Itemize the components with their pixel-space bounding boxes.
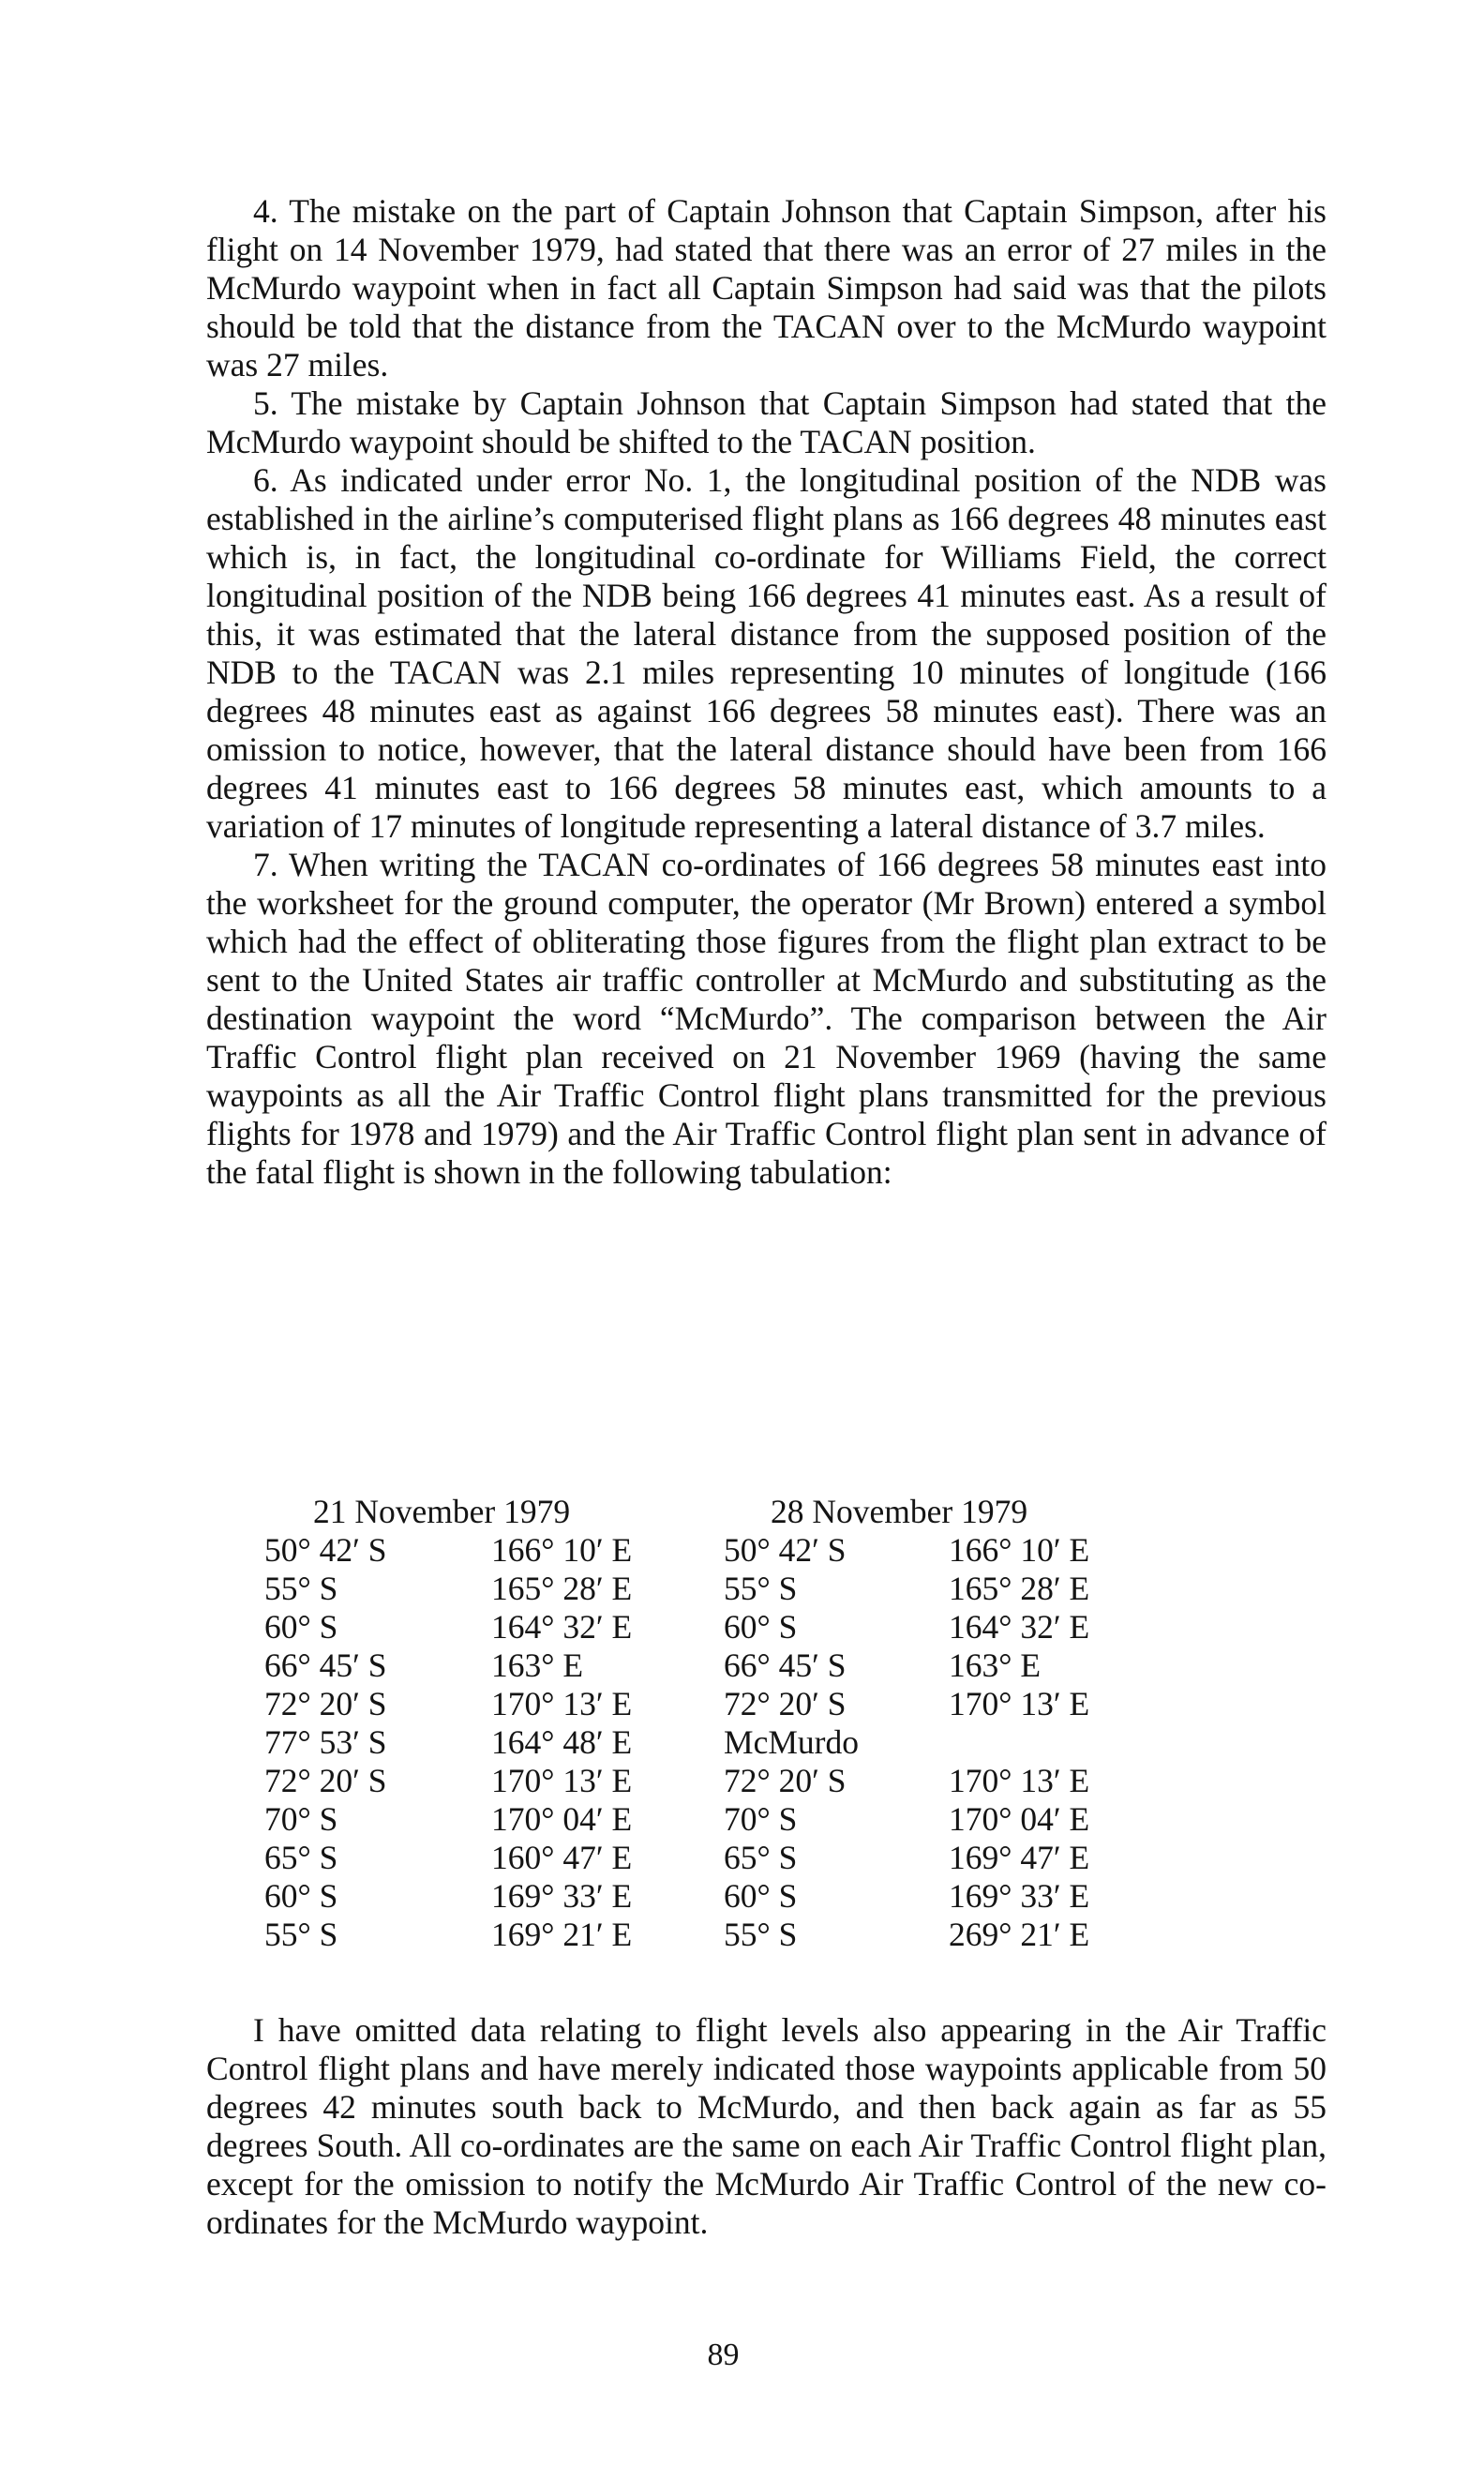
table-row <box>264 1608 1202 1646</box>
table-cell: 55° S <box>264 1916 338 1953</box>
table-cell: 66° 45′ S <box>724 1646 847 1684</box>
table-cell: 164° 32′ E <box>491 1608 633 1646</box>
table-cell: 165° 28′ E <box>491 1570 633 1607</box>
table-row <box>264 1800 1202 1839</box>
table-cell: 72° 20′ S <box>264 1762 387 1799</box>
table-cell: 163° E <box>491 1646 584 1684</box>
table-cell: 70° S <box>724 1800 798 1838</box>
table-cell: 60° S <box>724 1608 798 1646</box>
table-cell: 169° 21′ E <box>491 1916 633 1953</box>
table-cell: 166° 10′ E <box>949 1531 1090 1569</box>
table-cell: 65° S <box>724 1839 798 1876</box>
paragraph-4: 4. The mistake on the part of Captain Johnson that Captain Simpson, after his flight on 14 November 1979, had stated that there was an error of 27 miles in the McMurdo waypoint when in fact all Captain Simpson had said was that the pilots should be told that the distance from the TACAN over to the McMurdo waypoint was 27 miles. <box>206 192 1327 383</box>
table-cell: 60° S <box>264 1608 338 1646</box>
table-cell: 55° S <box>724 1570 798 1607</box>
table-cell: 77° 53′ S <box>264 1723 387 1761</box>
table-row <box>264 1877 1202 1916</box>
table-cell: 60° S <box>724 1877 798 1915</box>
table-cell: 72° 20′ S <box>264 1685 387 1722</box>
table-cell: 50° 42′ S <box>724 1531 847 1569</box>
table-cell: 165° 28′ E <box>949 1570 1090 1607</box>
table-header-28-november: 28 November 1979 <box>771 1493 1028 1530</box>
table-cell: 164° 48′ E <box>491 1723 633 1761</box>
table-cell: 170° 13′ E <box>949 1762 1090 1799</box>
table-cell: 72° 20′ S <box>724 1762 847 1799</box>
table-cell: 169° 33′ E <box>949 1877 1090 1915</box>
table-row <box>264 1723 1202 1762</box>
table-cell: 170° 04′ E <box>949 1800 1090 1838</box>
paragraph-6: 6. As indicated under error No. 1, the longitudinal position of the NDB was established in the airline’s computerised flight plans as 166 degrees 48 minutes east which is, in fact, the longitudinal co-ordinate for Williams Field, the correct longitudinal position of the NDB being 166 degrees 41 minutes east. As a result of this, it was estimated that the lateral distance from the supposed position of the NDB to the TACAN was 2.1 miles representing 10 minutes of longitude (166 degrees 48 minutes east as against 166 degrees 58 minutes east). There was an omission to notice, however, that the lateral distance should have been from 166 degrees 41 minutes east to 166 degrees 58 minutes east, which amounts to a variation of 17 minutes of longitude representing a lateral distance of 3.7 miles. <box>206 461 1327 845</box>
table-cell: 169° 33′ E <box>491 1877 633 1915</box>
table-cell: 170° 04′ E <box>491 1800 633 1838</box>
table-cell: 66° 45′ S <box>264 1646 387 1684</box>
table-cell: 72° 20′ S <box>724 1685 847 1722</box>
table-cell: 60° S <box>264 1877 338 1915</box>
table-cell: 50° 42′ S <box>264 1531 387 1569</box>
table-header-21-november: 21 November 1979 <box>313 1493 571 1530</box>
table-row <box>264 1762 1202 1800</box>
table-cell-mcmurdo: McMurdo <box>724 1723 859 1761</box>
table-cell: 164° 32′ E <box>949 1608 1090 1646</box>
table-row <box>264 1531 1202 1570</box>
table-cell: 170° 13′ E <box>491 1762 633 1799</box>
table-cell: 160° 47′ E <box>491 1839 633 1876</box>
paragraph-7: 7. When writing the TACAN co-ordinates of 166 degrees 58 minutes east into the worksheet for the ground computer, the operator (Mr Brown) entered a symbol which had the effect of obliterating those figures from the flight plan extract to be sent to the United States air traffic controller at McMurdo and substituting as the destination waypoint the word “McMurdo”. The comparison between the Air Traffic Control flight plan received on 21 November 1969 (having the same waypoints as all the Air Traffic Control flight plans transmitted for the previous flights for 1978 and 1979) and the Air Traffic Control flight plan sent in advance of the fatal flight is shown in the following tabulation: <box>206 846 1327 1191</box>
body-text-bottom <box>206 2011 1327 2242</box>
table-row <box>264 1839 1202 1877</box>
table-cell: 170° 13′ E <box>949 1685 1090 1722</box>
table-cell: 166° 10′ E <box>491 1531 633 1569</box>
table-row <box>264 1916 1202 1954</box>
table-cell: 70° S <box>264 1800 338 1838</box>
table-cell: 55° S <box>724 1916 798 1953</box>
table-row <box>264 1685 1202 1723</box>
table-row <box>264 1646 1202 1685</box>
table-cell: 55° S <box>264 1570 338 1607</box>
table-cell: 65° S <box>264 1839 338 1876</box>
table-cell: 269° 21′ E <box>949 1916 1090 1953</box>
closing-paragraph: I have omitted data relating to flight levels also appearing in the Air Traffic Control flight plans and have merely indicated those waypoints applicable from 50 degrees 42 minutes south back to McMurdo, and then back again as far as 55 degrees South. All co-ordinates are the same on each Air Traffic Control flight plan, except for the omission to notify the McMurdo Air Traffic Control of the new co-ordinates for the McMurdo waypoint. <box>206 2011 1327 2241</box>
table-cell: 170° 13′ E <box>491 1685 633 1722</box>
paragraph-5: 5. The mistake by Captain Johnson that Captain Simpson had stated that the McMurdo waypoint should be shifted to the TACAN position. <box>206 384 1327 460</box>
table-cell: 163° E <box>949 1646 1042 1684</box>
body-text-top <box>206 192 1327 1192</box>
page-number: 89 <box>707 2338 740 2372</box>
table-row <box>264 1570 1202 1608</box>
table-cell: 169° 47′ E <box>949 1839 1090 1876</box>
